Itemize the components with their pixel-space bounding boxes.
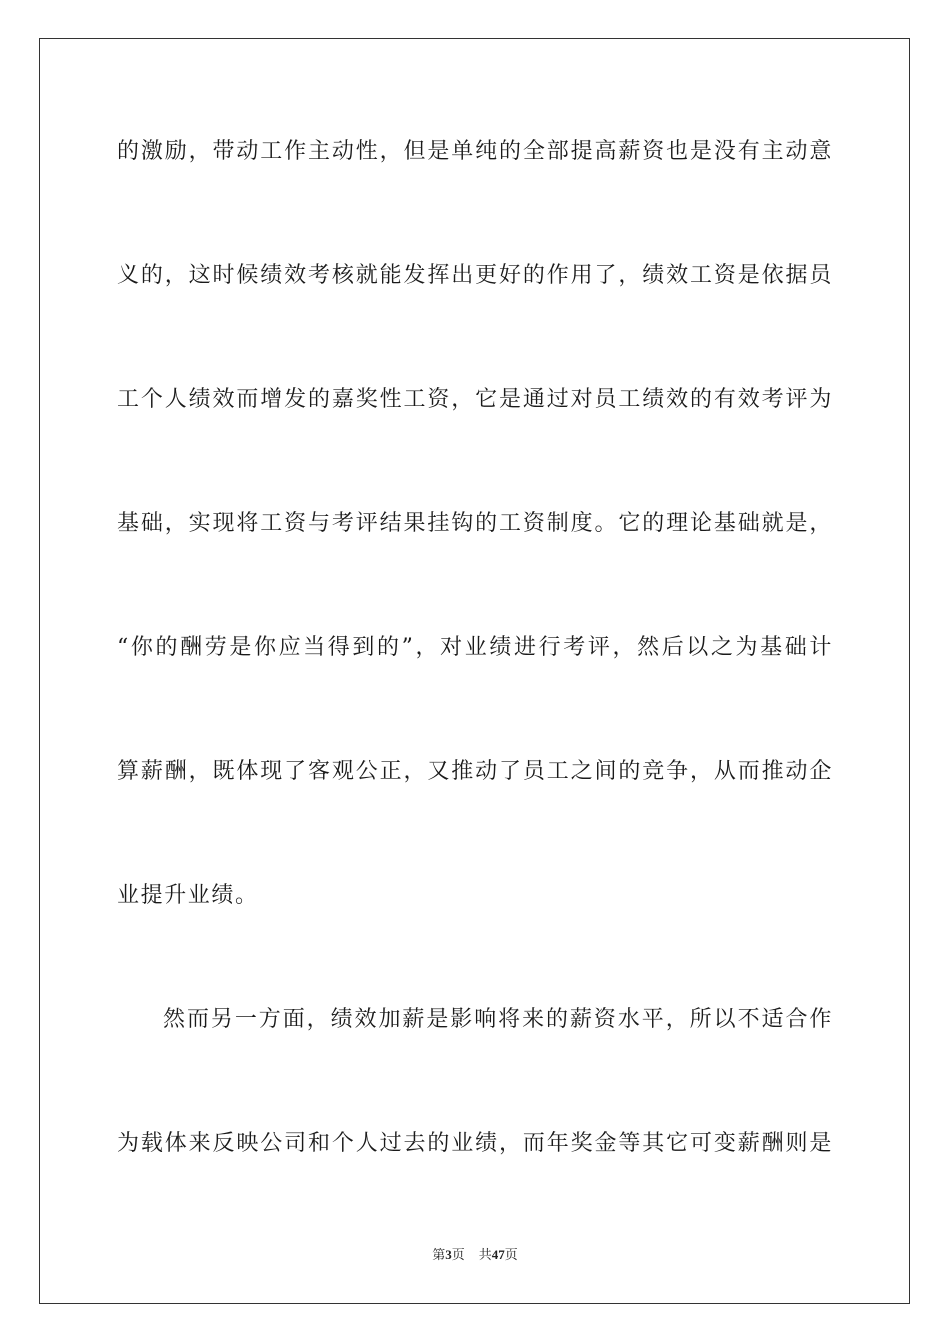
- body-text-line-4: 基础，实现将工资与考评结果挂钩的工资制度。它的理论基础就是，: [117, 511, 833, 536]
- total-pages: 47: [491, 1247, 505, 1262]
- body-text-line-2: 义的，这时候绩效考核就能发挥出更好的作用了，绩效工资是依据员: [117, 263, 833, 288]
- body-text-line-7: 业提升业绩。: [117, 883, 259, 908]
- page-footer: [0, 1246, 950, 1265]
- body-text-line-1: 的激励，带动工作主动性，但是单纯的全部提高薪资也是没有主动意: [117, 139, 833, 164]
- page-number: 3: [445, 1247, 452, 1262]
- page-suffix: 页: [451, 1248, 465, 1263]
- body-text-line-5: “你的酬劳是你应当得到的”，对业绩进行考评，然后以之为基础计: [117, 635, 833, 660]
- total-suffix: 页: [504, 1248, 518, 1263]
- body-text-line-8: 然而另一方面，绩效加薪是影响将来的薪资水平，所以不适合作: [163, 1007, 833, 1032]
- total-prefix: 共: [478, 1248, 492, 1263]
- body-text-line-3: 工个人绩效而增发的嘉奖性工资，它是通过对员工绩效的有效考评为: [117, 387, 833, 412]
- page-border: [39, 38, 910, 1304]
- body-text-line-6: 算薪酬，既体现了客观公正，又推动了员工之间的竞争，从而推动企: [117, 759, 833, 784]
- page-prefix: 第: [432, 1248, 446, 1263]
- body-text-line-9: 为载体来反映公司和个人过去的业绩，而年奖金等其它可变薪酬则是: [117, 1131, 833, 1156]
